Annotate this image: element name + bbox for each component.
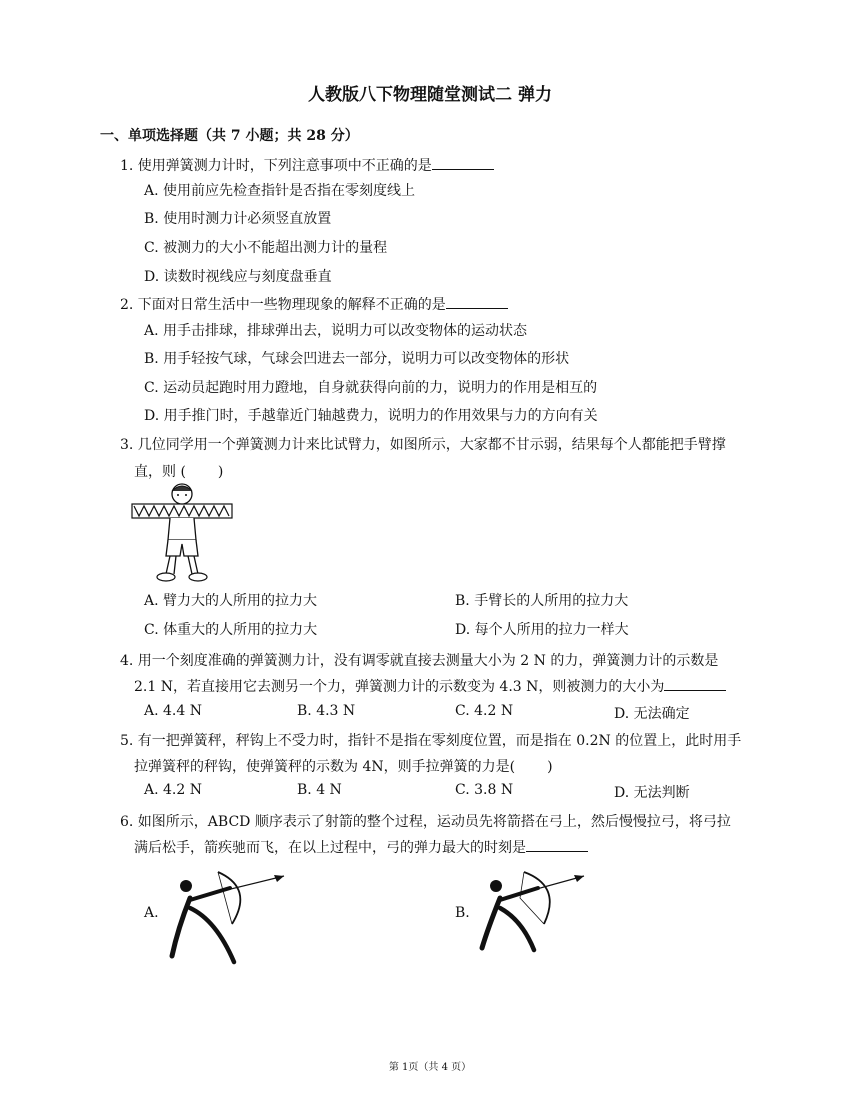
q3-option-d: D. 每个人所用的拉力一样大 [455,622,629,638]
q2-option-d: D. 用手推门时，手越靠近门轴越费力，说明力的作用效果与力的方向有关 [144,408,598,424]
q5-option-b: B. 4 N [297,782,342,798]
q6-option-a-label: A. [144,905,159,921]
page-title: 人教版八下物理随堂测试二 弹力 [308,85,552,105]
archer-figure-b [480,868,600,968]
arm-strength-figure [128,482,238,586]
q4-option-d: D. 无法确定 [614,706,690,722]
question-3-stem-line2: 直，则 ( ) [134,464,224,480]
question-3-stem-line1: 3. 几位同学用一个弹簧测力计来比试臂力，如图所示，大家都不甘示弱，结果每个人都能把手臂撑 [120,437,726,453]
page-footer: 第 1页（共 4 页） [388,1062,472,1073]
question-4-stem-line2: 2.1 N，若直接用它去测另一个力，弹簧测力计的示数变为 4.3 N，则被测力的大小为 [134,676,726,696]
answer-blank [664,678,726,691]
q2-option-b: B. 用手轻按气球，气球会凹进去一部分，说明力可以改变物体的形状 [144,351,570,367]
question-4-stem-line1: 4. 用一个刻度准确的弹簧测力计，没有调零就直接去测量大小为 2 N 的力，弹簧测力计的示数是 [120,653,719,669]
q5-option-a: A. 4.2 N [144,782,202,798]
q3-option-b: B. 手臂长的人所用的拉力大 [455,593,629,609]
archer-figure-a [170,868,290,968]
q1-option-c: C. 被测力的大小不能超出测力计的量程 [144,240,388,256]
q4-option-c: C. 4.2 N [455,703,514,719]
question-1-stem: 1. 使用弹簧测力计时，下列注意事项中不正确的是 [120,155,494,175]
q4-option-b: B. 4.3 N [297,703,356,719]
question-5-stem-line1: 5. 有一把弹簧秤，秤钩上不受力时，指针不是指在零刻度位置，而是指在 0.2N 的位置上，此时用手 [120,733,742,749]
q5-option-c: C. 3.8 N [455,782,514,798]
question-6-stem-line1: 6. 如图所示，ABCD 顺序表示了射箭的整个过程，运动员先将箭搭在弓上，然后慢慢拉弓，将弓拉 [120,814,731,830]
section-heading: 一、单项选择题（共 7 小题；共 28 分） [100,128,359,144]
answer-blank [526,839,588,852]
q2-option-a: A. 用手击排球，排球弹出去，说明力可以改变物体的运动状态 [144,323,528,339]
q3-option-c: C. 体重大的人所用的拉力大 [144,622,318,638]
question-6-stem-line2: 满后松手，箭疾驰而飞，在以上过程中，弓的弹力最大的时刻是 [134,837,588,857]
q4-option-a: A. 4.4 N [144,703,202,719]
q3-option-a: A. 臂力大的人所用的拉力大 [144,593,318,609]
question-2-stem: 2. 下面对日常生活中一些物理现象的解释不正确的是 [120,294,508,314]
answer-blank [432,157,494,170]
q2-option-c: C. 运动员起跑时用力蹬地，自身就获得向前的力，说明力的作用是相互的 [144,380,598,396]
q6-option-b-label: B. [455,905,470,921]
answer-blank [446,296,508,309]
q5-option-d: D. 无法判断 [614,785,690,801]
q1-option-b: B. 使用时测力计必须竖直放置 [144,211,332,227]
question-5-stem-line2: 拉弹簧秤的秤钩，使弹簧秤的示数为 4N，则手拉弹簧的力是( ) [134,759,553,775]
q1-option-a: A. 使用前应先检查指针是否指在零刻度线上 [144,183,416,199]
q1-option-d: D. 读数时视线应与刻度盘垂直 [144,269,332,285]
